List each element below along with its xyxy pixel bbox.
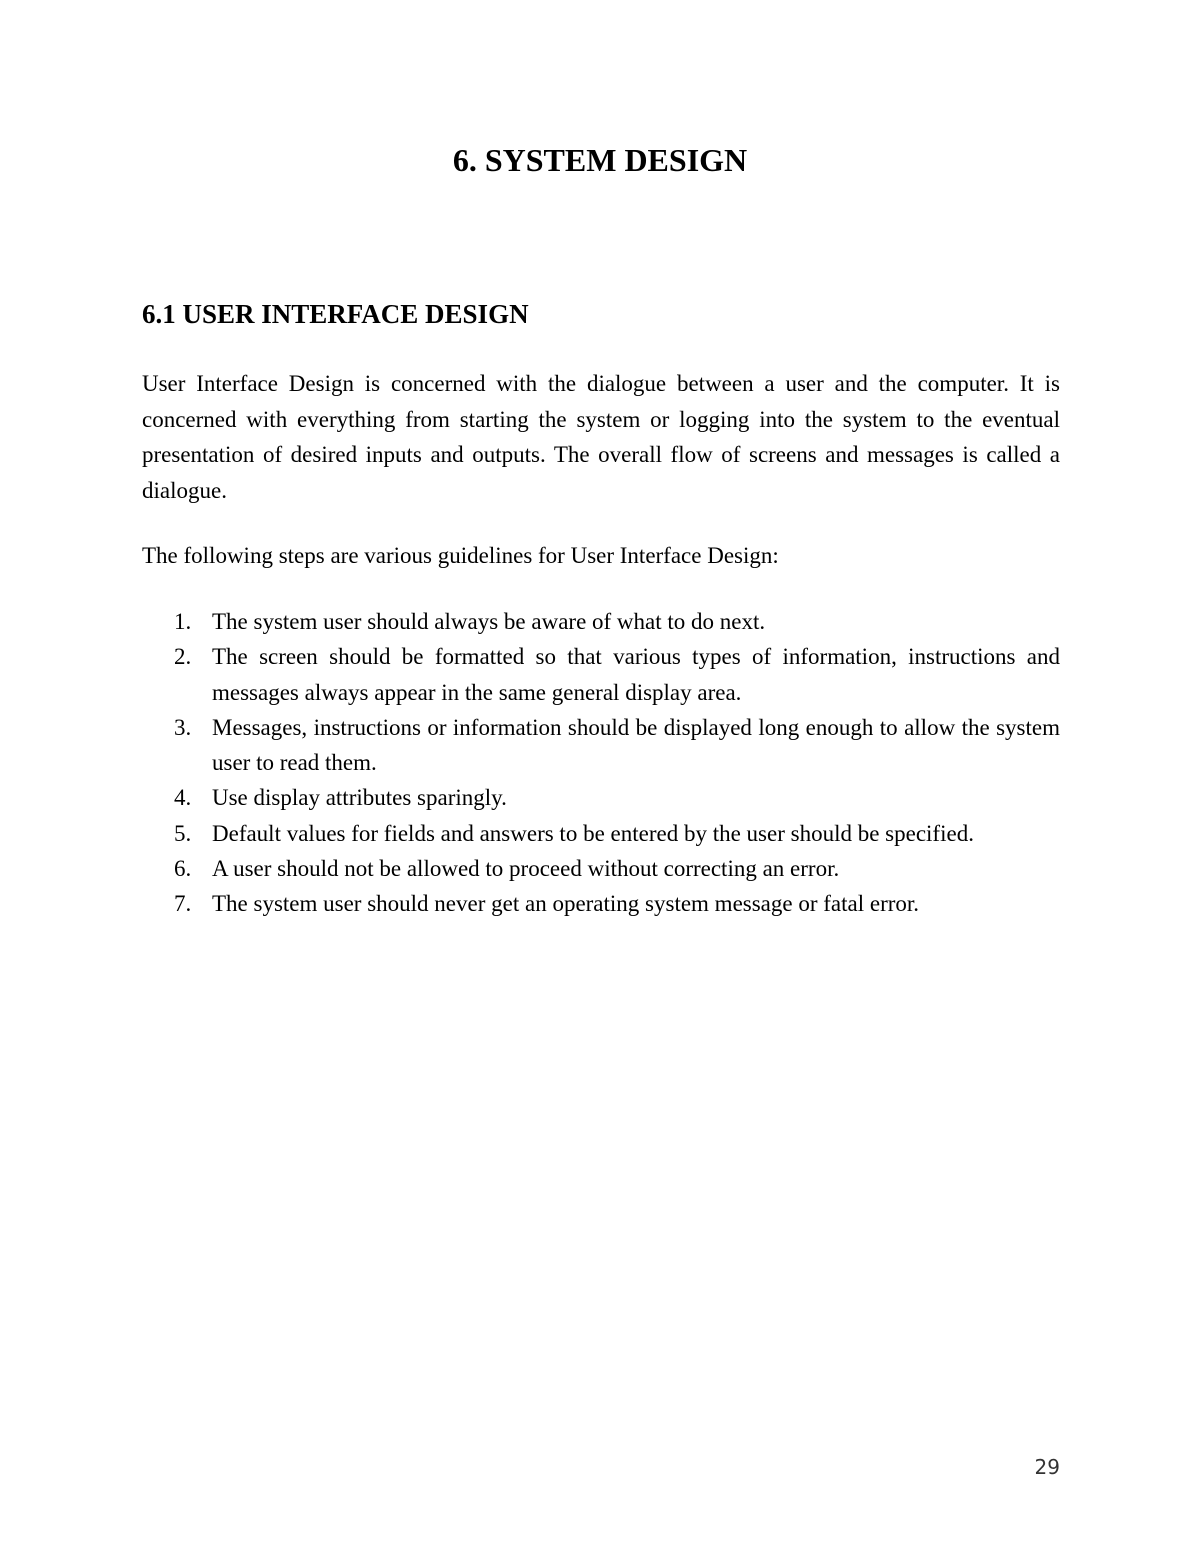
list-item-text: The system user should always be aware of what to do next. bbox=[212, 609, 766, 634]
list-item-number: 6. bbox=[174, 856, 192, 882]
chapter-title: 6. SYSTEM DESIGN bbox=[452, 142, 748, 178]
list-item-number: 5. bbox=[174, 820, 192, 846]
list-item-text: Default values for fields and answers to be entered by the user should be specified. bbox=[212, 820, 974, 846]
page-number: 29 bbox=[1034, 1455, 1060, 1479]
list-item-number: 4. bbox=[174, 785, 192, 811]
section-title: 6.1 USER INTERFACE DESIGN bbox=[142, 299, 529, 329]
list-item bbox=[142, 710, 1060, 781]
guidelines-lead: The following steps are various guidelines for User Interface Design: bbox=[142, 543, 779, 568]
list-item-number: 3. bbox=[174, 714, 192, 740]
list-item-text: Use display attributes sparingly. bbox=[212, 785, 507, 811]
list-item-number: 1. bbox=[174, 609, 192, 634]
list-item-text: The system user should never get an operating system message or fatal error. bbox=[212, 891, 920, 917]
guidelines-list bbox=[142, 604, 1060, 922]
list-item-number: 2. bbox=[174, 644, 192, 670]
list-item bbox=[142, 886, 1060, 921]
list-item-text: Messages, instructions or information should be displayed long enough to allow the system user to read them. bbox=[212, 714, 1060, 776]
list-item bbox=[142, 604, 1060, 639]
list-item bbox=[142, 780, 1060, 815]
list-item-number: 7. bbox=[174, 891, 192, 917]
list-item-text: A user should not be allowed to proceed without correcting an error. bbox=[212, 856, 840, 882]
intro-paragraph: User Interface Design is concerned with the dialogue between a user and the computer. It is concerned with everything from starting the system or logging into the system to the eventual presentation of desired inputs and outputs. The overall flow of screens and messages is called a dialogue. bbox=[142, 371, 1060, 503]
list-item bbox=[142, 816, 1060, 851]
list-item bbox=[142, 639, 1060, 710]
list-item-text: The screen should be formatted so that various types of information, instructions and messages always appear in the same general display area. bbox=[212, 644, 1060, 705]
list-item bbox=[142, 851, 1060, 886]
